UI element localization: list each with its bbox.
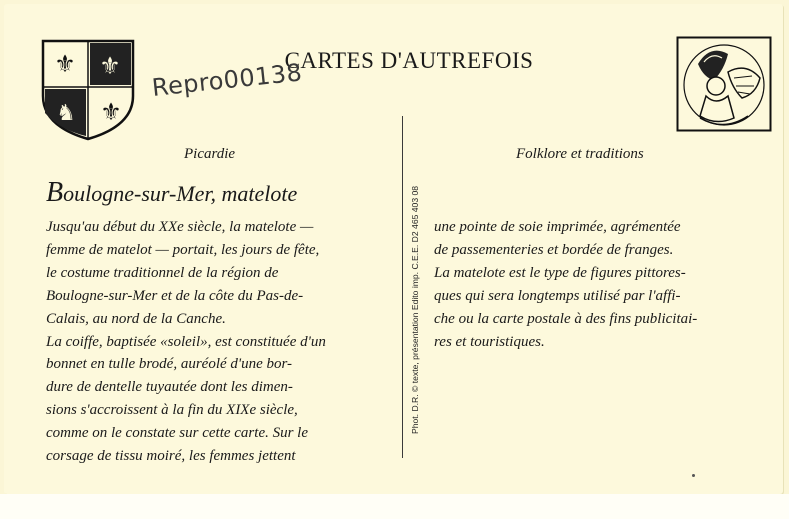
svg-text:⚜: ⚜ xyxy=(99,52,121,80)
text-line: une pointe de soie imprimée, agrémentée xyxy=(434,219,681,235)
svg-text:⚜: ⚜ xyxy=(54,50,76,78)
text-line: de passementeries et bordée de franges. xyxy=(434,241,674,258)
svg-text:♞: ♞ xyxy=(56,101,76,126)
article-title xyxy=(46,177,297,209)
text-line: dure de dentelle tuyautée dont les dimen- xyxy=(46,379,293,396)
text-line: La matelote est le type de figures pittores- xyxy=(434,264,686,281)
fisherwoman-emblem-icon xyxy=(676,36,772,132)
credits-line: Phot. D.R. © texte, présentation Edito imp. C.E.E. D2 465 403 08 xyxy=(410,185,420,434)
text-line: Boulogne-sur-Mer et de la côte du Pas-de- xyxy=(46,287,304,304)
text-line: comme on le constate sur cette carte. Sur le xyxy=(46,425,309,442)
text-line: le costume traditionnel de la région de xyxy=(46,264,279,281)
text-line: che ou la carte postale à des fins publicitai- xyxy=(434,310,698,327)
category-label: Folklore et traditions xyxy=(516,146,644,162)
text-line: Jusqu'au début du XXe siècle, la matelote — xyxy=(46,219,314,235)
svg-text:⚜: ⚜ xyxy=(100,98,122,126)
text-line: femme de matelot — portait, les jours de fête, xyxy=(46,241,320,258)
article-title-initial: B xyxy=(46,177,64,208)
column-divider xyxy=(402,116,403,458)
right-column-text xyxy=(434,216,766,353)
region-label: Picardie xyxy=(184,146,236,162)
collection-title: CARTES D'AUTREFOIS xyxy=(284,48,534,73)
left-column-text xyxy=(46,216,388,468)
text-line: bonnet en tulle brodé, auréolé d'une bor- xyxy=(46,356,293,373)
text-line: corsage de tissu moiré, les femmes jettent xyxy=(46,448,296,465)
text-line: Calais, au nord de la Canche. xyxy=(46,310,226,327)
scan-margin xyxy=(0,494,789,519)
article-title-rest: oulogne-sur-Mer, matelote xyxy=(63,181,298,206)
postcard-back xyxy=(4,4,783,494)
text-line: ques qui sera longtemps utilisé par l'affi- xyxy=(434,287,681,304)
text-line: La coiffe, baptisée «soleil», est constituée d'un xyxy=(46,333,326,350)
handwritten-reference: Repro00138 xyxy=(150,58,304,102)
coat-of-arms-icon xyxy=(40,38,136,142)
text-line: sions s'accroissent à la fin du XIXe siècle, xyxy=(46,402,298,419)
text-line: res et touristiques. xyxy=(434,333,545,350)
ink-dot xyxy=(692,474,695,477)
